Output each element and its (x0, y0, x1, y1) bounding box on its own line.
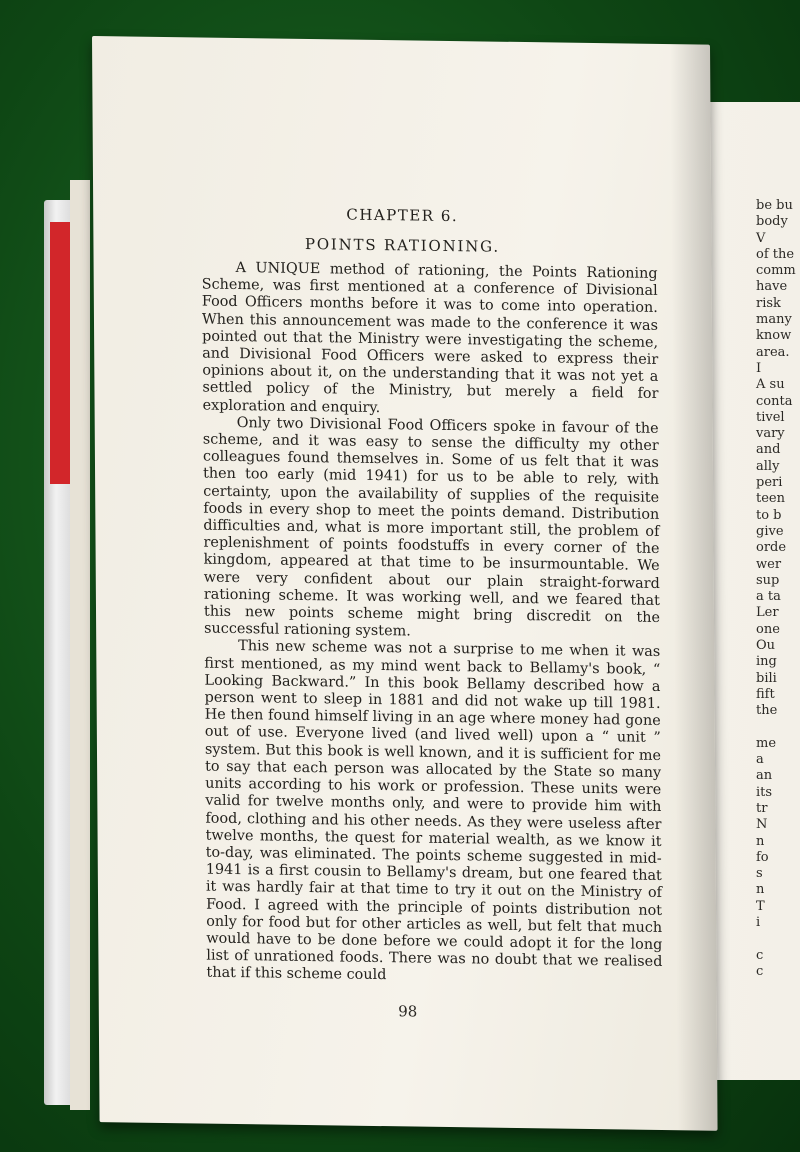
paragraph-3: This new scheme was not a surprise to me when it was first mentioned, as my mind went back to Bellamy's book, “ Looking Backward.” In this book Bellamy described how a person went to sleep in 1881 and did not wake up till 1981. He then found himself living in an age where money had gone out of use. Everyone lived (and lived well) upon a “ unit ” system. But this book is well known, and it is sufficient for me to say that each person was allocated by the State so many units according to his work or profession. These units were valid for twelve months only, and were to provide him with food, clothing and his other needs. As they were useless after twelve months, the quest for material wealth, as we know it to-day, was eliminated. The points scheme suggested in mid-1941 is a first cousin to Bellamy's dream, but one feared that it was hardly fair at that time to try it out on the Ministry of Food. I agreed with the principle of points distribution not only for food but for other articles as well, but felt that much would have to be done before we could adopt it for the long list of unrationed foods. There was no doubt that we realised that if this scheme could (204, 638, 663, 984)
chapter-title: POINTS RATIONING. (304, 234, 500, 256)
paragraph-2: Only two Divisional Food Officers spoke in favour of the scheme, and it was easy to sense the difficulty my other colleagues found themselves in. Some of us felt that it was then too early (mid 1941) for us to be able to rely, with certainty, upon the availability of supplies of the requisite foods in every shop to meet the points demand. Distribution difficulties and, what is more important still, the problem of replenishment of points foodstuffs in every corner of the kingdom, appeared at that time to be insurmountable. We were very confident about our plain straight-forward rationing scheme. It was working well, and we feared that this new points scheme might bring discredit on the successful rationing system. (202, 414, 661, 640)
right-page-line: many (756, 312, 792, 328)
right-page-line: Ou (756, 638, 776, 654)
right-page-line: me (756, 735, 777, 751)
right-page-line: V (756, 230, 766, 246)
right-page-line: the (756, 703, 778, 719)
right-page-line: A su (756, 377, 785, 393)
body-text (202, 260, 663, 989)
right-page-line: ing (756, 654, 777, 670)
page-number: 98 (398, 1002, 418, 1021)
book-spine-red-band (50, 222, 72, 484)
right-page-line: fo (756, 849, 769, 865)
right-page-line: i (756, 915, 761, 931)
right-page-line: an (756, 768, 773, 784)
right-page-line: vary (756, 426, 785, 442)
right-page-line: s (756, 866, 763, 882)
right-page-line: bili (756, 670, 777, 686)
right-page-line: c (756, 947, 764, 963)
right-page-line: tivel (756, 409, 785, 425)
right-page-line: risk (756, 295, 781, 311)
right-page-line: fift (756, 686, 775, 702)
paragraph-1: A UNIQUE method of rationing, the Points Rationing Scheme, was first mentioned at a conference of Divisional Food Officers months before it was to come into operation. When this announcement was made to the conference it was pointed out that the Ministry were investigating the scheme, and Divisional Food Officers were asked to express their opinions about it, on the understanding that it was not yet a settled policy of the Ministry, but merely a field for exploration and enquiry. (201, 260, 659, 416)
left-page (92, 36, 718, 1131)
right-page-line: of the (756, 246, 795, 262)
right-page-line: tr (756, 800, 768, 816)
right-page-line: Ler (756, 605, 779, 621)
right-page-line: area. (756, 344, 790, 360)
right-page-line: to b (756, 507, 782, 523)
chapter-heading: CHAPTER 6. (346, 205, 459, 226)
right-page-line: comm (756, 263, 796, 279)
right-page-line: orde (756, 540, 787, 556)
right-page-line: I (756, 360, 762, 376)
book-page-edge (70, 180, 90, 1110)
right-page-line: c (756, 963, 764, 979)
right-page-line: n (756, 833, 765, 849)
right-page-line: peri (756, 475, 783, 491)
right-page-line: have (756, 279, 788, 295)
right-page-line: one (756, 621, 780, 637)
right-page-line: N (756, 817, 768, 833)
right-page-line: conta (756, 393, 793, 409)
right-page-line: T (756, 898, 765, 914)
right-page-line: teen (756, 491, 785, 507)
right-page-line: and (756, 442, 781, 458)
right-page-line: n (756, 882, 765, 898)
right-page-line: be bu (756, 198, 793, 213)
right-page-line: its (756, 784, 773, 800)
right-page-line: a ta (756, 589, 781, 605)
right-page-line: wer (756, 556, 782, 572)
right-page-line: body (756, 214, 788, 230)
right-page-line (756, 931, 796, 947)
right-page-line: a (756, 752, 764, 768)
right-page-line: sup (756, 572, 780, 588)
right-page-line: ally (756, 458, 780, 474)
right-page-line: know (756, 328, 792, 344)
right-page-line: give (756, 523, 784, 539)
right-page-text (756, 198, 796, 980)
right-page-line (756, 720, 796, 736)
page-gutter-shadow (670, 44, 718, 1131)
